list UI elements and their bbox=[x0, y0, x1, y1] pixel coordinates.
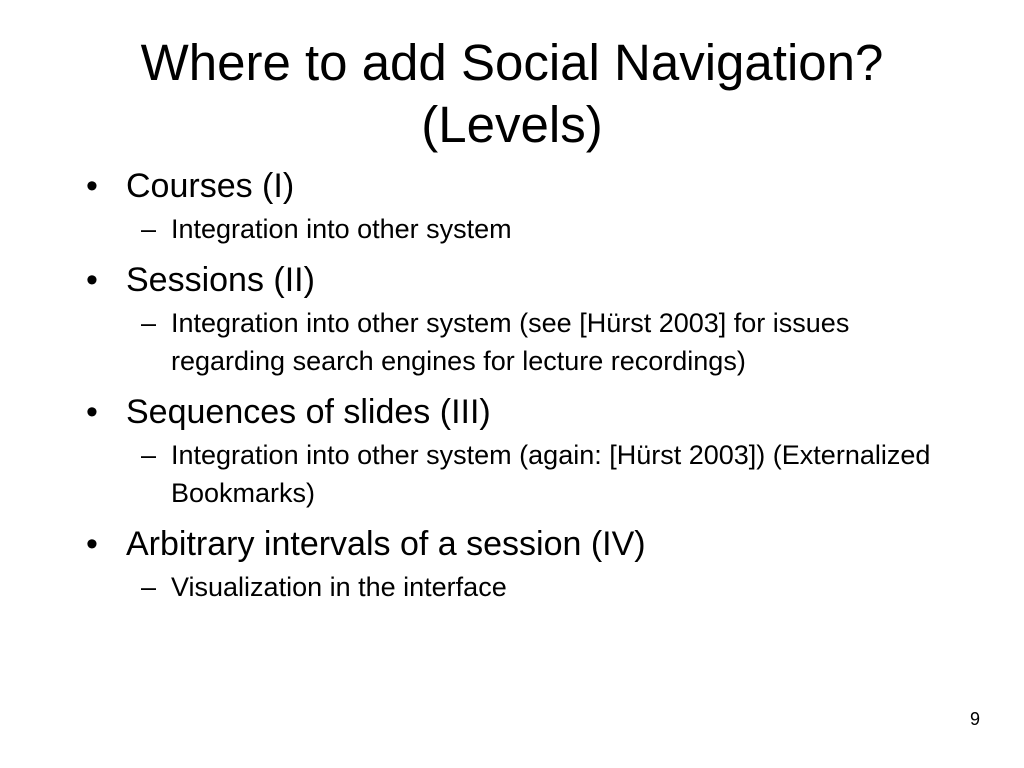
bullet-list bbox=[86, 164, 966, 606]
sub-item-courses bbox=[86, 210, 966, 248]
sub-item-text: Integration into other system bbox=[171, 214, 512, 244]
bullet-text: Arbitrary intervals of a session (IV) bbox=[126, 525, 646, 563]
title-line-1: Where to add Social Navigation? bbox=[140, 34, 884, 91]
sub-item-text: Integration into other system (again: [Hürst 2003]) (Externalized Bookmarks) bbox=[171, 440, 931, 508]
bullet-item-courses bbox=[86, 164, 966, 208]
bullet-marker: • bbox=[86, 393, 98, 431]
bullet-text: Sessions (II) bbox=[126, 261, 315, 299]
bullet-item-sequences bbox=[86, 390, 966, 434]
dash-marker: – bbox=[141, 214, 157, 244]
sub-item-text: Integration into other system (see [Hürst 2003] for issues regarding search engines for lecture recordings) bbox=[171, 308, 850, 376]
bullet-text: Courses (I) bbox=[126, 167, 295, 205]
dash-marker: – bbox=[141, 308, 157, 338]
bullet-item-sessions bbox=[86, 258, 966, 302]
bullet-marker: • bbox=[86, 261, 98, 299]
sub-item-text: Visualization in the interface bbox=[171, 572, 507, 602]
title-line-2: (Levels) bbox=[421, 96, 603, 153]
bullet-marker: • bbox=[86, 525, 98, 563]
bullet-marker: • bbox=[86, 167, 98, 205]
sub-item-intervals bbox=[86, 568, 966, 606]
dash-marker: – bbox=[141, 440, 157, 470]
sub-item-sequences bbox=[86, 436, 966, 512]
bullet-text: Sequences of slides (III) bbox=[126, 393, 491, 431]
bullet-item-intervals bbox=[86, 522, 966, 566]
dash-marker: – bbox=[141, 572, 157, 602]
sub-item-sessions bbox=[86, 304, 966, 380]
slide-title bbox=[40, 32, 984, 156]
slide-number: 9 bbox=[969, 709, 980, 729]
